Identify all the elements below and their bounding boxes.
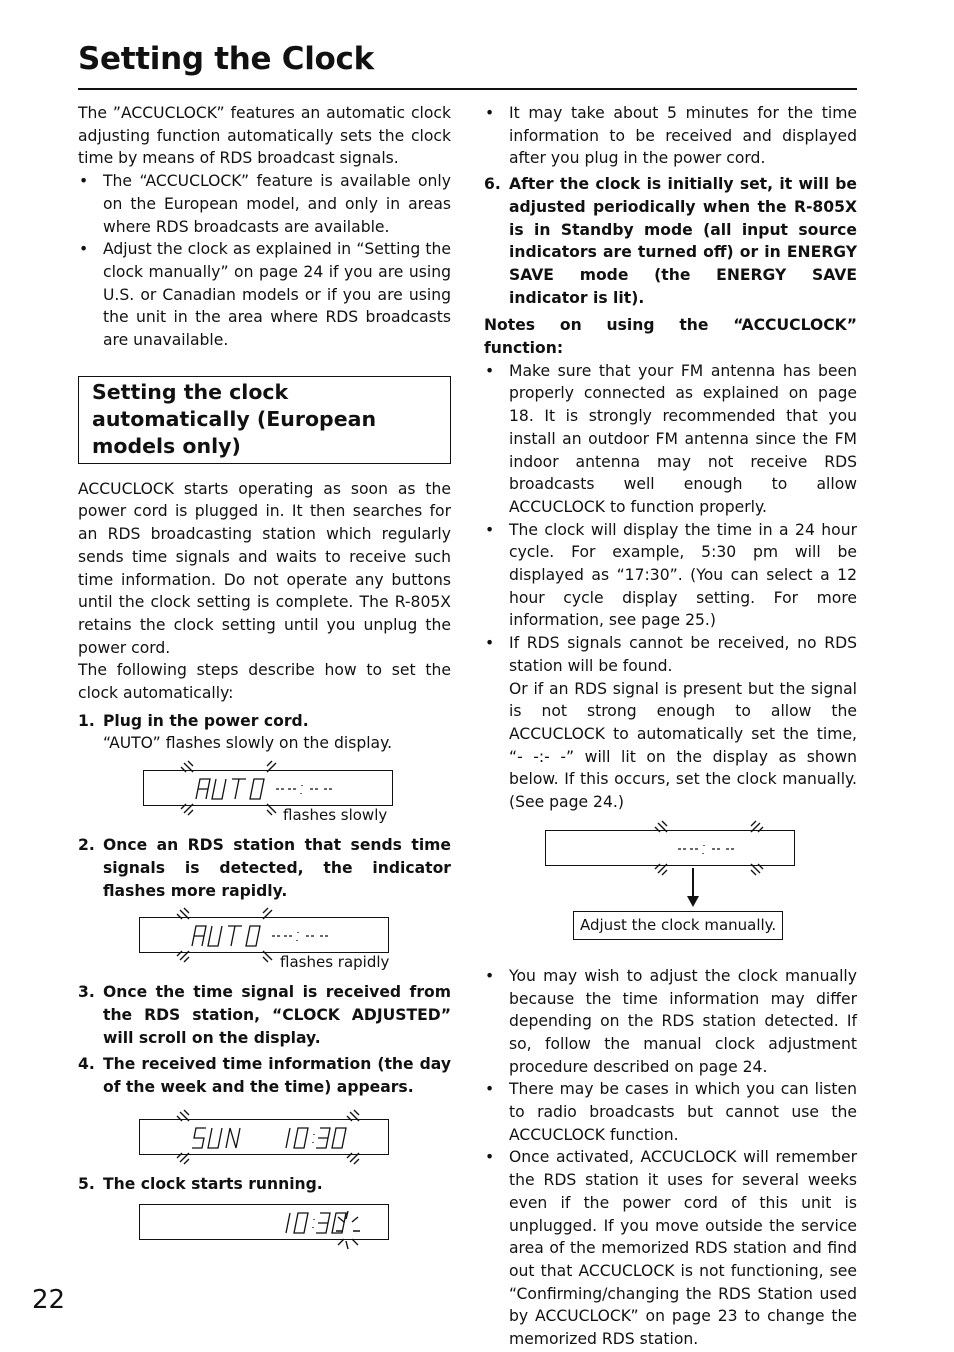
steps-list-4 — [78, 1173, 451, 1196]
note-no-rds-text: • If RDS signals cannot be received, no RDS station will be found. — [509, 634, 857, 675]
step-description: “AUTO” flashes slowly on the display. — [103, 734, 393, 753]
arrow-down-icon — [484, 830, 857, 960]
step-3 — [78, 981, 451, 1049]
step-number: 4. — [78, 1055, 95, 1074]
notes-list — [484, 360, 857, 814]
step-number: 3. — [78, 983, 95, 1002]
manual-adjust-figure — [484, 830, 857, 960]
step-6-list — [484, 173, 857, 309]
lcd-panel — [139, 1119, 389, 1155]
step-instruction: Once the time signal is received from the RDS station, “CLOCK ADJUSTED” will scroll on the display. — [103, 983, 451, 1047]
page-title: Setting the Clock — [78, 41, 374, 77]
colon-flash-icon — [140, 1205, 388, 1239]
step-instruction: The clock starts running. — [103, 1174, 323, 1193]
step-6 — [484, 173, 857, 309]
lcd-panel — [143, 770, 393, 806]
right-column — [484, 102, 857, 1351]
accuclock-description: ACCUCLOCK starts operating as soon as the power cord is plugged in. It then searches for an RDS broadcasting station which regularly sends time signals and waits to receive such time information. Do not operate any buttons until the clock setting is complete. The R-805X retains the clock setting until you unplug the power cord. — [78, 479, 451, 657]
flash-caption-rapid: flashes rapidly — [280, 953, 390, 972]
step-instruction: After the clock is initially set, it will be adjusted periodically when the R-805X is in Standby mode (all input source indicators are turned off) or in ENERGY SAVE mode (the ENERGY SAVE indicator is lit). — [509, 175, 857, 307]
lcd-panel — [139, 1204, 389, 1240]
note-weak-signal-text: Or if an RDS signal is present but the signal is not strong enough to allow the ACCUCLOCK to automatically set the time, “- -:- -” will lit on the display as shown below. If this occurs, set the clock manually. (See page 24.) — [509, 679, 857, 812]
flash-marks-icon — [140, 918, 388, 952]
top-bullet-list — [484, 102, 857, 170]
intro-bullet-list — [78, 170, 451, 352]
page-number: 22 — [32, 1285, 66, 1315]
step-number: 5. — [78, 1174, 95, 1193]
note-memorized-station: • Once activated, ACCUCLOCK will remember the RDS station it uses for several weeks even if the power cord of this unit is unplugged. If you move outside the service area of the memorized RDS station and find out that ACCUCLOCK is not functioning, see “Confirming/changing the RDS Station used by ACCUCLOCK” on page 23 to change the memorized RDS station. — [484, 1146, 857, 1350]
step-4 — [78, 1053, 451, 1098]
display-auto-rapid — [78, 911, 451, 972]
left-column — [78, 102, 451, 1255]
display-sun-time — [78, 1113, 451, 1161]
note-antenna: • Make sure that your FM antenna has been properly connected as explained on page 18. It is strongly recommended that you install an outdoor FM antenna since the FM indoor antenna may not receive RDS broadcasts well enough to allow ACCUCLOCK to function properly. — [484, 360, 857, 519]
note-no-rds — [484, 632, 857, 814]
intro-paragraph: The ”ACCUCLOCK” features an automatic clock adjusting function automatically sets the clock time by means of RDS broadcast signals. — [78, 104, 451, 168]
section-heading: Setting the clock automatically (European models only) — [78, 376, 451, 464]
note-24-hour: • The clock will display the time in a 24 hour cycle. For example, 5:30 pm will be displayed as “17:30”. (You can select a 12 hour cycle display setting. For more information, see page 25.) — [484, 519, 857, 633]
steps-list-2 — [78, 834, 451, 902]
lcd-panel — [139, 917, 389, 953]
flash-caption-slow: flashes slowly — [283, 806, 388, 825]
intro-bullet-2: • Adjust the clock as explained in “Setting the clock manually” on page 24 if you are using U.S. or Canadian models or if you are using the unit in the area where RDS broadcasts are unavailable. — [78, 238, 451, 352]
step-2 — [78, 834, 451, 902]
time-info-bullet: • It may take about 5 minutes for the time information to be received and displayed after you plug in the power cord. — [484, 102, 857, 170]
display-running-clock — [78, 1198, 451, 1246]
notes-list-2 — [484, 965, 857, 1351]
step-instruction: Once an RDS station that sends time signals is detected, the indicator flashes more rapidly. — [103, 836, 451, 900]
adjust-manually-label: Adjust the clock manually. — [573, 911, 783, 940]
step-number: 2. — [78, 836, 95, 855]
note-manual-adjust: • You may wish to adjust the clock manually because the time information may differ depending on the RDS station detected. If so, follow the manual clock adjustment procedure described on page 24. — [484, 965, 857, 1079]
step-1 — [78, 710, 451, 755]
step-number: 1. — [78, 711, 95, 730]
display-auto-slow — [78, 764, 451, 825]
step-number: 6. — [484, 175, 501, 194]
flash-marks-icon — [144, 771, 392, 805]
step-instruction: The received time information (the day of the week and the time) appears. — [103, 1055, 451, 1097]
step-instruction: Plug in the power cord. — [103, 711, 309, 730]
notes-heading: Notes on using the “ACCUCLOCK” function: — [484, 316, 857, 358]
flash-marks-icon — [140, 1120, 388, 1154]
steps-list — [78, 710, 451, 755]
intro-bullet-1: • The “ACCUCLOCK” feature is available only on the European model, and only in areas where RDS broadcasts are available. — [78, 170, 451, 238]
note-cannot-use: • There may be cases in which you can listen to radio broadcasts but cannot use the ACCUCLOCK function. — [484, 1078, 857, 1146]
title-rule — [78, 88, 857, 90]
steps-intro: The following steps describe how to set the clock automatically: — [78, 661, 451, 703]
steps-list-3 — [78, 981, 451, 1099]
step-5 — [78, 1173, 451, 1196]
